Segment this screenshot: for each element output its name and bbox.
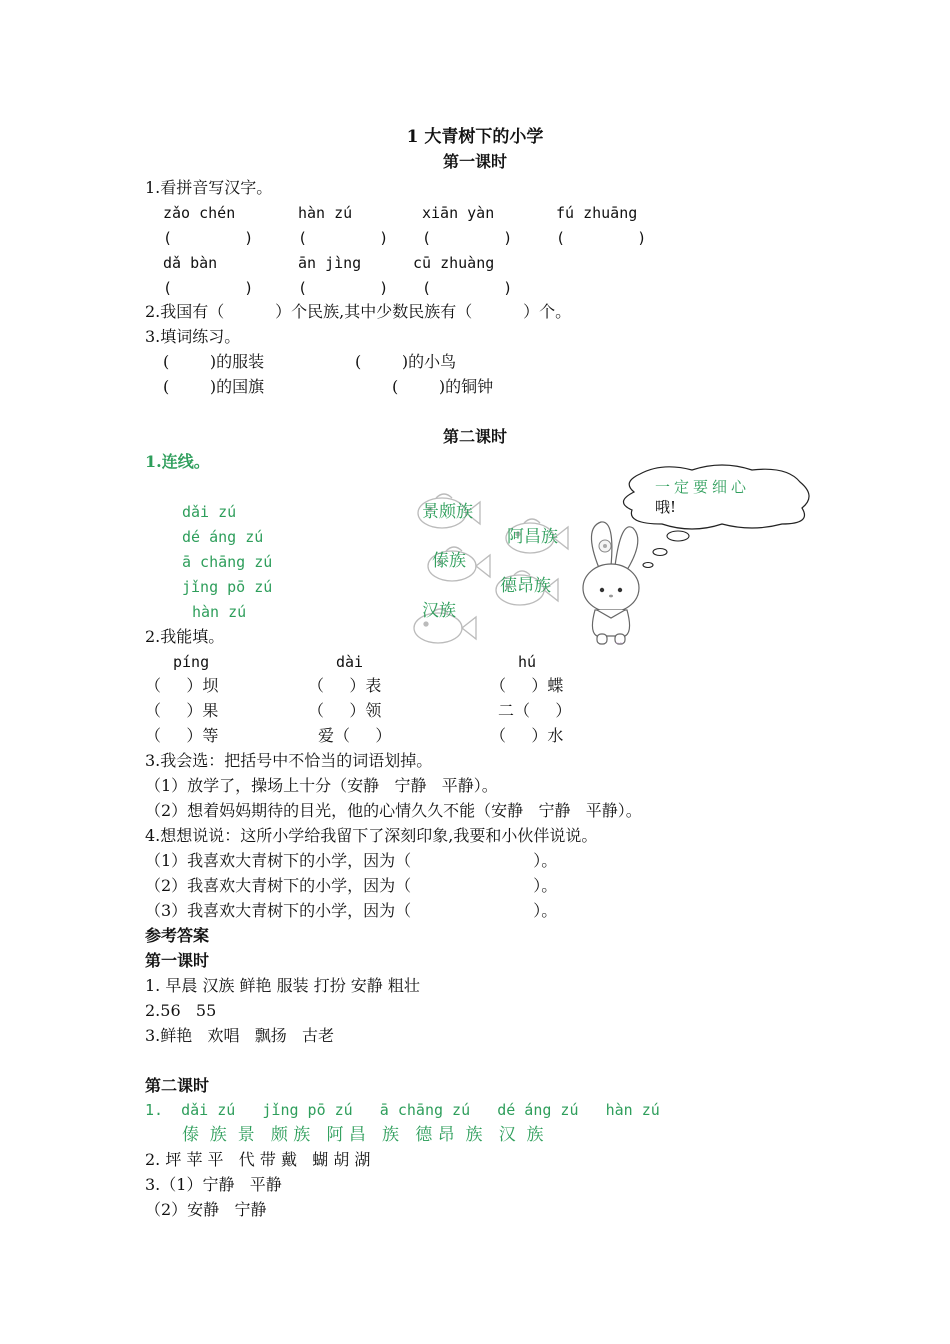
fish-label-achangzu[interactable]: 阿昌族 bbox=[507, 527, 558, 547]
q3-item: （1）放学了，操场上十分（安静 宁静 平静）。 bbox=[145, 776, 498, 795]
lesson2-q2-label: 2.我能填。 bbox=[145, 627, 225, 646]
q4-item: （1）我喜欢大青树下的小学，因为（ ）。 bbox=[145, 851, 558, 870]
pinyin-xianyan: xiān yàn bbox=[422, 204, 495, 222]
q2-pinyin-hu: hú bbox=[518, 653, 537, 671]
answer-line: 2. 坪 苹 平 代 带 戴 蝴 胡 湖 bbox=[145, 1150, 371, 1169]
lesson2-q1-label: 1.连线。 bbox=[145, 452, 210, 471]
answer-blank[interactable]: ( ) bbox=[163, 229, 254, 247]
fill-word-item: ( )的小鸟 bbox=[355, 352, 457, 371]
bubble-text-line1: 一定要细心 bbox=[655, 478, 751, 496]
q3-item: （2）想着妈妈期待的目光，他的心情久久不能（安静 宁静 平静）。 bbox=[145, 801, 642, 820]
q2-cell: 爱（ ） bbox=[318, 726, 392, 745]
bubble-text-line2: 哦! bbox=[655, 498, 677, 516]
answer-line: 3.鲜艳 欢唱 飘扬 古老 bbox=[145, 1026, 335, 1045]
answer-line: 1. 早晨 汉族 鲜艳 服装 打扮 安静 粗壮 bbox=[145, 976, 420, 995]
match-pinyin-hanzu[interactable]: hàn zú bbox=[192, 603, 247, 621]
q2-cell: （ ）蝶 bbox=[490, 676, 564, 695]
pinyin-hanzu: hàn zú bbox=[298, 204, 353, 222]
pinyin-anjing: ān jìng bbox=[298, 254, 362, 272]
cartoon-bunny-illustration bbox=[575, 518, 655, 648]
q2-cell: （ ）果 bbox=[145, 701, 219, 720]
answer-line: 2.56 55 bbox=[145, 1001, 217, 1020]
lesson2-q4-label: 4.想想说说：这所小学给我留下了深刻印象,我要和小伙伴说说。 bbox=[145, 826, 598, 845]
answer-line: （2）安静 宁静 bbox=[145, 1200, 267, 1219]
fish-label-jingpozu[interactable]: 景颇族 bbox=[422, 502, 473, 522]
page-title: 1 大青树下的小学 bbox=[406, 127, 544, 147]
q2-cell: （ ）坝 bbox=[145, 676, 219, 695]
match-pinyin-jingpozu[interactable]: jǐng pō zú bbox=[182, 578, 273, 596]
lesson2-heading: 第二课时 bbox=[442, 427, 507, 446]
answer-blank[interactable]: ( ) bbox=[422, 229, 513, 247]
pinyin-cuzhuang: cū zhuàng bbox=[413, 254, 495, 272]
q2-pinyin-ping: píng bbox=[173, 653, 210, 671]
q4-item: （3）我喜欢大青树下的小学，因为（ ）。 bbox=[145, 901, 558, 920]
answer-blank[interactable]: ( ) bbox=[556, 229, 647, 247]
fill-word-item: ( )的国旗 bbox=[163, 377, 265, 396]
answer-blank[interactable]: ( ) bbox=[163, 279, 254, 297]
fish-label-deangzu[interactable]: 德昂族 bbox=[500, 576, 551, 596]
pinyin-zaochen: zǎo chén bbox=[163, 204, 236, 222]
answers-heading: 参考答案 bbox=[145, 926, 210, 945]
lesson1-heading: 第一课时 bbox=[442, 152, 507, 171]
q2-cell: 二（ ） bbox=[498, 701, 572, 720]
answer-pinyin-line: 1. dǎi zú jǐng pō zú ā chāng zú dé áng zú hàn zú bbox=[145, 1101, 660, 1119]
q4-item: （2）我喜欢大青树下的小学，因为（ ）。 bbox=[145, 876, 558, 895]
match-pinyin-daizu[interactable]: dǎi zú bbox=[182, 503, 237, 521]
lesson1-q1-label: 1.看拼音写汉字。 bbox=[145, 178, 273, 197]
q2-cell: （ ）水 bbox=[490, 726, 564, 745]
lesson2-q3-label: 3.我会选：把括号中不恰当的词语划掉。 bbox=[145, 751, 433, 770]
q2-cell: （ ）领 bbox=[308, 701, 382, 720]
fill-word-item: ( )的服装 bbox=[163, 352, 265, 371]
answer-blank[interactable]: ( ) bbox=[298, 229, 389, 247]
match-pinyin-deangzu[interactable]: dé áng zú bbox=[182, 528, 264, 546]
q2-cell: （ ）等 bbox=[145, 726, 219, 745]
q2-pinyin-dai: dài bbox=[336, 653, 364, 671]
lesson1-q3-label: 3.填词练习。 bbox=[145, 327, 241, 346]
answer-blank[interactable]: ( ) bbox=[298, 279, 389, 297]
answers-lesson2-heading: 第二课时 bbox=[145, 1076, 210, 1095]
fill-word-item: ( )的铜钟 bbox=[392, 377, 494, 396]
q2-cell: （ ）表 bbox=[308, 676, 382, 695]
svg-text:~~: ~~ bbox=[615, 641, 624, 647]
match-pinyin-achangzu[interactable]: ā chāng zú bbox=[182, 553, 273, 571]
pinyin-daban: dǎ bàn bbox=[163, 254, 218, 272]
lesson1-q2: 2.我国有（ ）个民族,其中少数民族有（ ）个。 bbox=[145, 302, 572, 321]
fish-label-daizu[interactable]: 傣族 bbox=[432, 551, 466, 571]
fish-label-hanzu[interactable]: 汉族 bbox=[422, 601, 456, 621]
answer-blank[interactable]: ( ) bbox=[422, 279, 513, 297]
answers-lesson1-heading: 第一课时 bbox=[145, 951, 210, 970]
answer-line: 3.（1）宁静 平静 bbox=[145, 1175, 282, 1194]
pinyin-fuzhuang: fú zhuāng bbox=[556, 204, 638, 222]
answer-hanzi-line: 傣 族 景 颇 族 阿 昌 族 德 昂 族 汉 族 bbox=[182, 1125, 544, 1145]
